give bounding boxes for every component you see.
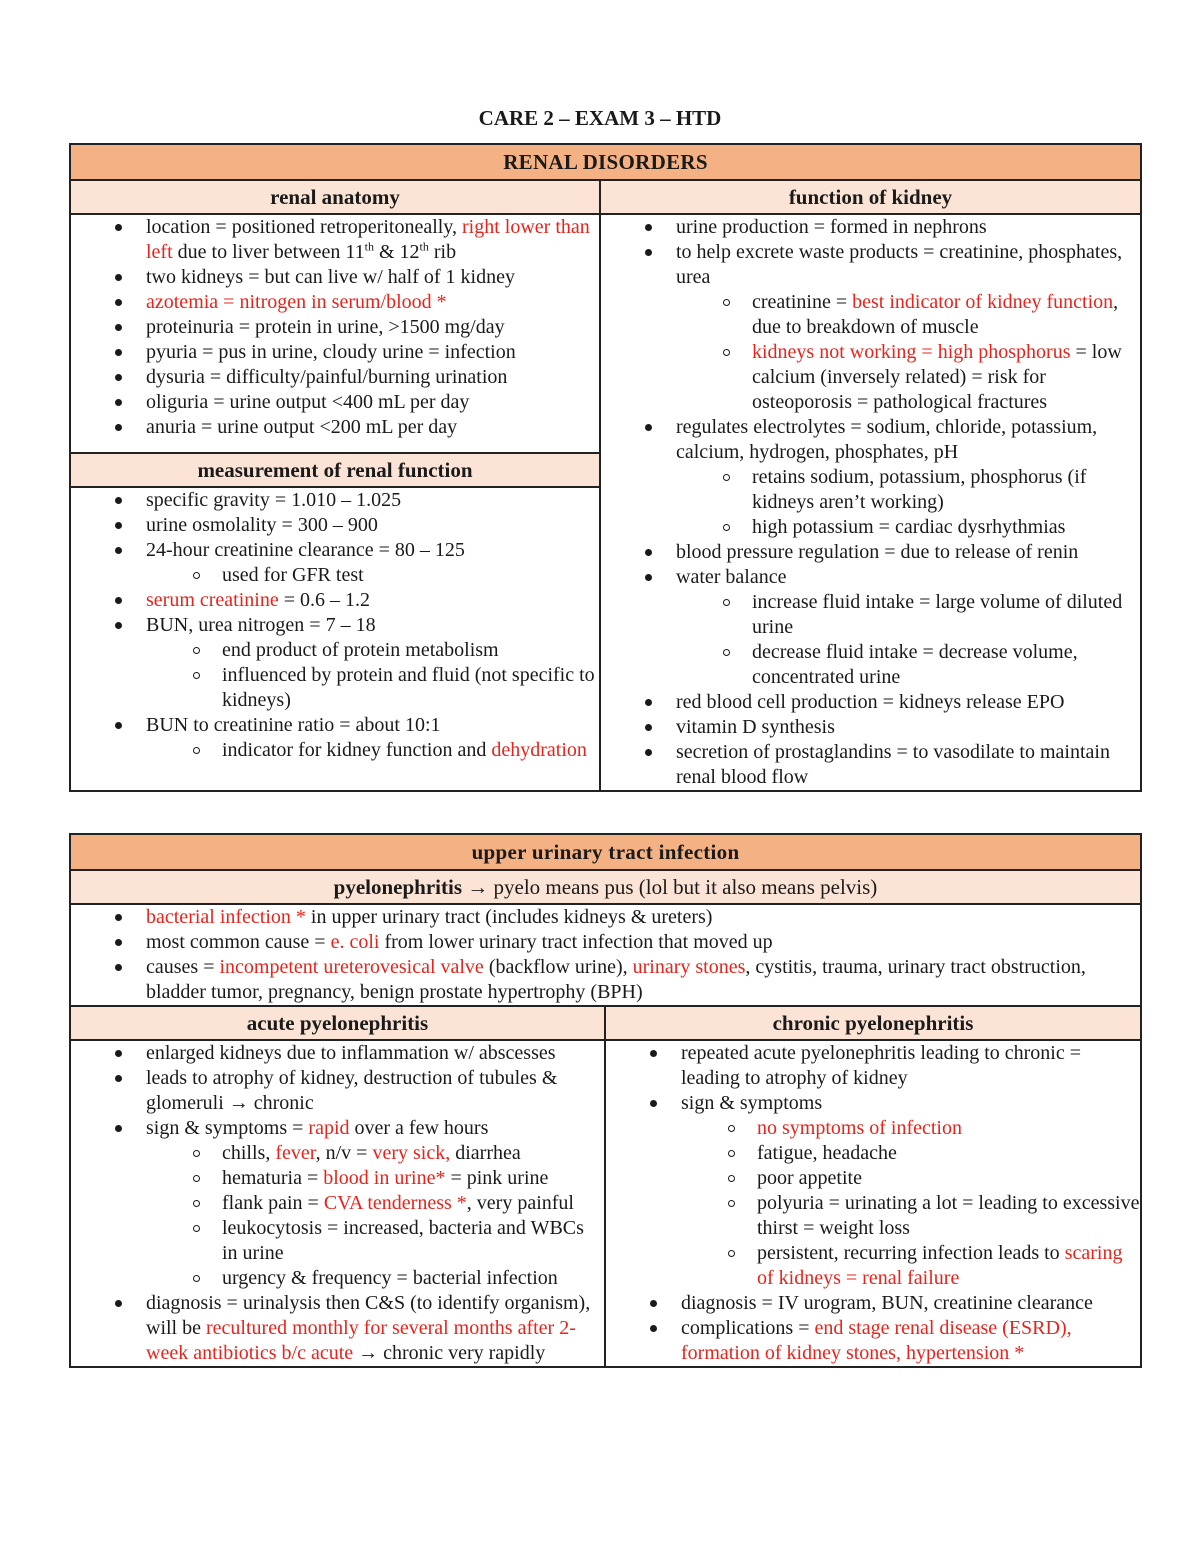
item-text: complications = <box>681 1317 815 1339</box>
emphasis-text: CVA tenderness * <box>323 1192 467 1214</box>
renal-disorders-header: RENAL DISORDERS <box>70 144 1141 180</box>
list-item <box>601 240 1140 415</box>
sub-list-item <box>611 1141 1140 1166</box>
list-item <box>71 588 599 613</box>
item-text: leads to atrophy of kidney, destruction of tubules & glomeruli → chronic <box>146 1067 558 1114</box>
list-item <box>601 540 1140 565</box>
sub-list-item <box>76 738 599 763</box>
item-text: th <box>419 239 429 254</box>
list-item <box>71 513 599 538</box>
list-item <box>601 690 1140 715</box>
list-item <box>71 930 1140 955</box>
list-item <box>601 740 1140 790</box>
list-item <box>71 905 1140 930</box>
item-text: polyuria = urinating a lot = leading to excessive thirst = weight loss <box>757 1192 1140 1239</box>
list-item <box>71 415 599 440</box>
item-text: urgency & frequency = bacterial infection <box>222 1267 558 1289</box>
chronic-pyelonephritis-list <box>606 1041 1140 1366</box>
list-item <box>71 390 599 415</box>
item-text: influenced by protein and fluid (not specific to kidneys) <box>222 664 595 712</box>
acute-pyelonephritis-heading: acute pyelonephritis <box>70 1006 605 1040</box>
item-text: two kidneys = but can live w/ half of 1 kidney <box>146 266 515 288</box>
list-item <box>606 1091 1140 1291</box>
item-text: , cystitis, trauma, urinary tract obstruction, bladder tumor, pregnancy, benign prostate hypertrophy (BPH) <box>146 956 1086 1003</box>
item-text: BUN to creatinine ratio = about 10:1 <box>146 714 441 737</box>
item-text: to help excrete waste products = creatinine, phosphates, urea <box>676 241 1123 288</box>
item-text: regulates electrolytes = sodium, chloride, potassium, calcium, hydrogen, phosphates, pH <box>676 416 1098 463</box>
item-text: vitamin D synthesis <box>676 716 835 738</box>
sub-list-item <box>611 1116 1140 1141</box>
list-item <box>71 955 1140 1005</box>
sub-list-item <box>611 1241 1140 1291</box>
emphasis-text: blood in urine* <box>323 1167 446 1189</box>
list-item <box>71 1291 604 1366</box>
item-text: in upper urinary tract (includes kidneys & ureters) <box>305 906 713 928</box>
list-item <box>601 415 1140 540</box>
item-text: anuria = urine output <200 mL per day <box>146 416 458 438</box>
acute-pyelonephritis-list <box>71 1041 604 1366</box>
chronic-pyelonephritis-heading: chronic pyelonephritis <box>605 1006 1141 1040</box>
emphasis-text: incompetent ureterovesical valve <box>219 956 484 978</box>
item-text: & 12 <box>373 241 420 263</box>
sub-list-item <box>76 663 599 713</box>
item-text: used for GFR test <box>222 564 364 587</box>
sub-list <box>146 563 599 588</box>
item-text: , due to breakdown of muscle <box>752 291 1119 338</box>
item-text: creatinine = <box>752 291 853 313</box>
item-text: persistent, recurring infection leads to <box>757 1242 1065 1264</box>
item-text: blood pressure regulation = due to release of renin <box>676 541 1079 563</box>
sub-list-item <box>611 1166 1140 1191</box>
sub-list-item <box>606 340 1140 415</box>
item-text: location = positioned retroperitoneally, <box>146 216 463 238</box>
list-item <box>71 265 599 290</box>
list-item <box>71 1041 604 1066</box>
item-text: decrease fluid intake = decrease volume, concentrated urine <box>752 641 1078 688</box>
emphasis-text: scaring of kidneys = renal failure <box>757 1242 1123 1289</box>
item-text: most common cause = <box>146 931 331 953</box>
item-text: flank pain = <box>222 1192 324 1214</box>
sub-list <box>146 638 599 713</box>
item-text: secretion of prostaglandins = to vasodilate to maintain renal blood flow <box>676 741 1110 788</box>
kidney-function-heading: function of kidney <box>600 180 1141 214</box>
list-item <box>606 1291 1140 1316</box>
sub-list-item <box>76 638 599 663</box>
sub-list <box>676 290 1140 415</box>
item-text: repeated acute pyelonephritis leading to chronic = leading to atrophy of kidney <box>681 1042 1082 1089</box>
list-item <box>71 315 599 340</box>
emphasis-text: no symptoms of infection <box>757 1117 962 1139</box>
item-text: retains sodium, potassium, phosphorus (if kidneys aren’t working) <box>752 466 1087 513</box>
list-item <box>71 1066 604 1116</box>
list-item <box>71 1116 604 1291</box>
item-text: th <box>364 239 374 254</box>
list-item <box>71 488 599 513</box>
item-text: rib <box>428 241 457 263</box>
sub-list <box>681 1116 1140 1291</box>
item-text: end product of protein metabolism <box>222 639 499 662</box>
sub-list-item <box>76 563 599 588</box>
item-text: BUN, urea nitrogen = 7 – 18 <box>146 614 376 637</box>
item-text: poor appetite <box>757 1167 862 1189</box>
sub-list-item <box>606 640 1140 690</box>
item-text: hematuria = <box>222 1167 324 1189</box>
list-item <box>71 538 599 588</box>
list-item <box>606 1316 1140 1366</box>
sub-list-item <box>76 1166 604 1191</box>
measurement-list <box>71 488 599 763</box>
renal-anatomy-cell <box>70 214 600 453</box>
item-text: (backflow urine), <box>483 956 633 978</box>
item-text: increase fluid intake = large volume of diluted urine <box>752 591 1123 638</box>
sub-list <box>146 1141 604 1291</box>
document-title: CARE 2 – EXAM 3 – HTD <box>478 106 722 130</box>
item-text: from lower urinary tract infection that moved up <box>379 931 773 953</box>
item-text: fatigue, headache <box>757 1142 897 1164</box>
list-item <box>601 565 1140 690</box>
emphasis-text: dehydration <box>491 739 587 762</box>
item-text: → chronic very rapidly <box>353 1342 546 1364</box>
emphasis-text: serum creatinine <box>146 589 279 612</box>
item-text: , very painful <box>466 1192 574 1214</box>
item-text: diagnosis = urinalysis then C&S (to identify organism), will be <box>146 1292 591 1339</box>
item-text: oliguria = urine output <400 mL per day <box>146 391 470 413</box>
pyelonephritis-heading <box>70 870 1141 904</box>
item-text: water balance <box>676 566 787 588</box>
item-text: urine osmolality = 300 – 900 <box>146 514 378 537</box>
pyelonephritis-list <box>71 905 1140 1005</box>
sub-list <box>676 590 1140 690</box>
item-text: leukocytosis = increased, bacteria and WBCs in urine <box>222 1217 584 1264</box>
list-item <box>71 713 599 763</box>
emphasis-text: best indicator of kidney function <box>852 291 1114 313</box>
item-text: = 0.6 – 1.2 <box>278 589 370 612</box>
emphasis-text: urinary stones <box>632 956 746 978</box>
renal-anatomy-list <box>71 215 599 440</box>
sub-list-item <box>606 290 1140 340</box>
list-item <box>71 365 599 390</box>
sub-list-item <box>76 1141 604 1166</box>
sub-list <box>146 738 599 763</box>
acute-pyelonephritis-cell <box>70 1040 605 1367</box>
item-text: high potassium = cardiac dysrhythmias <box>752 516 1066 538</box>
emphasis-text: fever <box>275 1142 316 1164</box>
kidney-function-cell <box>600 214 1141 791</box>
item-text: chills, <box>222 1142 276 1164</box>
emphasis-text: right lower than left <box>146 216 590 263</box>
item-text: causes = <box>146 956 220 978</box>
sub-list-item <box>76 1191 604 1216</box>
item-text: pyuria = pus in urine, cloudy urine = infection <box>146 341 516 363</box>
sub-list-item <box>606 465 1140 515</box>
list-item <box>71 613 599 713</box>
uti-header: upper urinary tract infection <box>70 834 1141 870</box>
kidney-function-list <box>601 215 1140 790</box>
item-text: urine production = formed in nephrons <box>676 216 987 238</box>
emphasis-text: bacterial infection * <box>146 906 306 928</box>
pyelonephritis-heading-bold: pyelonephritis <box>333 875 463 899</box>
sub-list-item <box>611 1191 1140 1241</box>
list-item <box>71 290 599 315</box>
item-text: enlarged kidneys due to inflammation w/ abscesses <box>146 1042 556 1064</box>
emphasis-text: very sick, <box>372 1142 451 1164</box>
emphasis-text: kidneys not working = high phosphorus <box>752 341 1071 363</box>
renal-anatomy-heading: renal anatomy <box>70 180 600 214</box>
list-item <box>71 215 599 265</box>
item-text: over a few hours <box>349 1117 489 1139</box>
emphasis-text: e. coli <box>330 931 380 953</box>
sub-list-item <box>76 1266 604 1291</box>
measurement-cell <box>70 487 600 791</box>
renal-disorders-table <box>69 143 1142 792</box>
item-text: red blood cell production = kidneys release EPO <box>676 691 1065 713</box>
item-text: diagnosis = IV urogram, BUN, creatinine clearance <box>681 1292 1093 1314</box>
item-text: = low calcium (inversely related) = risk for osteoporosis = pathological fractures <box>752 341 1122 413</box>
item-text: indicator for kidney function and <box>222 739 492 762</box>
item-text: sign & symptoms <box>681 1092 823 1114</box>
sub-list-item <box>76 1216 604 1266</box>
list-item <box>606 1041 1140 1091</box>
sub-list-item <box>606 590 1140 640</box>
item-text: , n/v = <box>315 1142 373 1164</box>
list-item <box>601 715 1140 740</box>
sub-list <box>676 465 1140 540</box>
emphasis-text: recultured monthly for several months after 2-week antibiotics b/c acute <box>146 1317 576 1364</box>
list-item <box>71 340 599 365</box>
chronic-pyelonephritis-cell <box>605 1040 1141 1367</box>
item-text: specific gravity = 1.010 – 1.025 <box>146 489 402 512</box>
sub-list-item <box>606 515 1140 540</box>
pyelonephritis-heading-note: → pyelo means pus (lol but it also means pelvis) <box>462 875 878 899</box>
item-text: 24-hour creatinine clearance = 80 – 125 <box>146 539 465 562</box>
list-item <box>601 215 1140 240</box>
uti-table <box>69 833 1142 1368</box>
emphasis-text: azotemia = nitrogen in serum/blood * <box>146 291 447 313</box>
emphasis-text: end stage renal disease (ESRD), formation of kidney stones, hypertension * <box>681 1317 1072 1364</box>
item-text: = pink urine <box>445 1167 549 1189</box>
item-text: due to liver between 11 <box>172 241 365 263</box>
item-text: diarrhea <box>450 1142 521 1164</box>
pyelonephritis-cell <box>70 904 1141 1006</box>
measurement-heading: measurement of renal function <box>70 453 600 487</box>
item-text: proteinuria = protein in urine, >1500 mg/day <box>146 316 505 338</box>
emphasis-text: rapid <box>308 1117 350 1139</box>
item-text: dysuria = difficulty/painful/burning urination <box>146 366 508 388</box>
item-text: sign & symptoms = <box>146 1117 309 1139</box>
